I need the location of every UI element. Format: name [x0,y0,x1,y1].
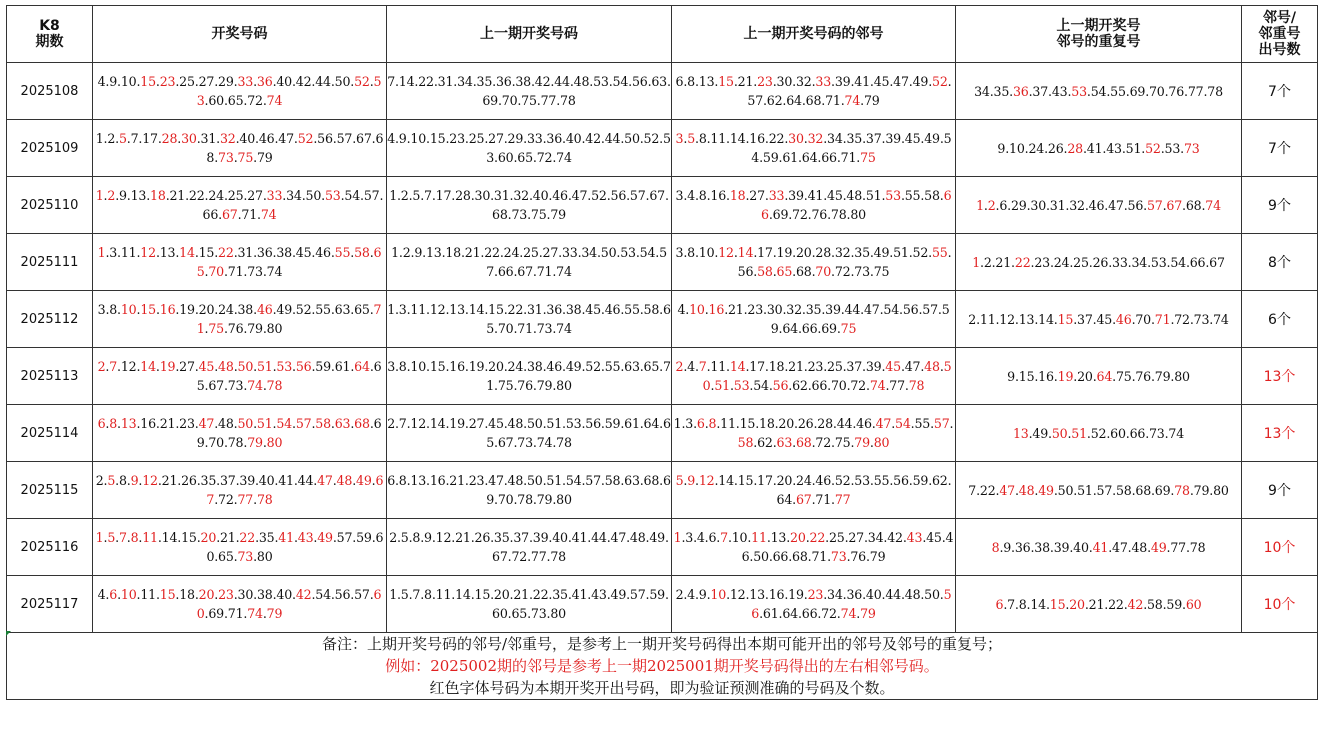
header-count[interactable] [1242,6,1318,63]
prev-repeat-cell[interactable]: 2.11.12.13.14.15.37.45.46.70.71.72.73.74 [956,291,1242,348]
hit-number: 2 [107,188,116,203]
prev-repeat-cell[interactable]: 8.9.36.38.39.40.41.47.48.49.77.78 [956,519,1242,576]
hit-number: 18 [150,188,166,203]
hit-number: 48 [924,359,940,374]
hit-number: 46 [1115,311,1132,327]
hit-number: 20 [790,530,806,545]
results-table [6,5,1318,700]
hit-number: 22 [1014,254,1031,270]
hit-number: 20 [200,530,217,545]
hit-number: 33 [768,188,785,203]
hit-number: 50 [237,359,254,374]
hit-number: 53 [324,188,341,203]
hit-number: 15 [159,587,176,602]
hit-number: 58 [737,435,754,450]
hit-number: 1 [97,245,106,260]
hit-number: 6 [97,416,106,431]
prev-neighbors-cell[interactable]: 5.9.12.14.15.17.20.24.46.52.53.55.56.59.62.64.67.71.77 [672,462,956,519]
hit-number: 65 [776,264,793,279]
hit-number: 48 [218,359,234,374]
count-cell-value: 10个 [1263,597,1296,613]
count-cell-value: 7个 [1268,84,1291,100]
hit-number: 53 [885,188,901,203]
hit-number: 41 [1092,539,1109,555]
hit-number: 74 [869,378,886,393]
table-row [7,348,1318,405]
hit-number: 67 [795,492,812,507]
hit-number: 10 [120,302,137,317]
table-row [7,291,1318,348]
prev-repeat-cell[interactable]: 1.2.6.29.30.31.32.46.47.56.57.67.68.74 [956,177,1242,234]
hit-number: 64 [1096,368,1113,384]
draw-cell[interactable]: 1.5.7.8.11.14.15.20.21.22.35.41.43.49.57.59.60.65.73.80 [93,519,387,576]
prev-repeat-cell[interactable]: 9.15.16.19.20.64.75.76.79.80 [956,348,1242,405]
prev-repeat-cell[interactable]: 6.7.8.14.15.20.21.22.42.58.59.60 [956,576,1242,633]
hit-number: 55 [931,245,948,260]
prev-draw-cell[interactable]: 1.5.7.8.11.14.15.20.21.22.35.41.43.49.57.59.60.65.73.80 [387,576,672,633]
prev-repeat-cell[interactable]: 13.49.50.51.52.60.66.73.74 [956,405,1242,462]
count-cell[interactable] [1242,120,1318,177]
hit-number: 67 [1166,197,1183,213]
hit-number: 12 [698,473,715,488]
hit-number: 43 [297,530,314,545]
hit-number: 48 [1018,482,1035,498]
header-prev-neighbors[interactable] [672,6,956,63]
draw-cell[interactable]: 1.2.5.7.17.28.30.31.32.40.46.47.52.56.57.67.68.73.75.79 [93,120,387,177]
notes-cell[interactable] [7,633,1318,700]
period-cell[interactable] [7,462,93,519]
prev-repeat-cell[interactable]: 34.35.36.37.43.53.54.55.69.70.76.77.78 [956,63,1242,120]
hit-number: 45 [198,359,215,374]
hit-number: 32 [807,131,824,146]
hit-number: 7 [109,359,118,374]
draw-cell[interactable]: 4.6.10.11.15.18.20.23.30.38.40.42.54.56.57.60.69.71.74.79 [93,576,387,633]
hit-number: 67 [221,207,238,222]
hit-number: 48 [336,473,353,488]
draw-cell[interactable]: 3.8.10.15.16.19.20.24.38.46.49.52.55.63.65.71.75.76.79.80 [93,291,387,348]
hit-number: 36 [1012,83,1029,99]
period-cell-value: 2025109 [20,140,79,156]
table-body [7,63,1318,633]
draw-cell[interactable]: 1.3.11.12.13.14.15.22.31.36.38.45.46.55.58.65.70.71.73.74 [93,234,387,291]
count-cell[interactable] [1242,234,1318,291]
hit-number: 49 [317,530,333,545]
hit-number: 74 [1205,197,1221,213]
period-cell-value: 2025114 [20,425,79,441]
hit-number: 5 [687,131,696,146]
prev-draw-cell[interactable]: 1.3.11.12.13.14.15.22.31.36.38.45.46.55.58.65.70.71.73.74 [387,291,672,348]
hit-number: 63 [776,435,793,450]
table-row [7,405,1318,462]
hit-number: 22 [239,530,256,545]
hit-number: 5 [118,131,127,146]
hit-number: 52 [354,74,370,89]
hit-number: 58 [354,245,370,260]
hit-number: 80 [873,435,890,450]
hit-number: 7 [720,530,728,545]
hit-number: 67 [206,473,384,507]
hit-number: 15 [1049,596,1066,612]
hit-number: 78 [1174,482,1190,498]
table-row [7,234,1318,291]
hit-number: 77 [237,492,254,507]
hit-number: 14 [729,359,746,374]
hit-number: 42 [295,587,312,602]
table-row [7,177,1318,234]
prev-neighbors-cell[interactable]: 2.4.7.11.14.17.18.21.23.25.37.39.45.47.48.50.51.53.54.56.62.66.70.72.74.77.78 [672,348,956,405]
period-cell-value: 2025108 [20,83,79,99]
hit-number: 47 [317,473,333,488]
hit-number: 23 [218,587,234,602]
hit-number: 10 [710,587,727,602]
prev-draw-cell[interactable]: 7.14.22.31.34.35.36.38.42.44.48.53.54.56.63.69.70.75.77.78 [387,63,672,120]
count-cell-value: 8个 [1268,255,1291,271]
hit-number: 28 [1067,140,1083,156]
header-count-label: 邻号/ 邻重号 出号数 [1258,10,1301,58]
draw-cell[interactable]: 2.5.8.9.12.21.26.35.37.39.40.41.44.47.48.49.67.72.77.78 [93,462,387,519]
hit-number: 6 [109,587,118,602]
period-cell-value: 2025112 [20,311,79,327]
hit-number: 3 [675,131,684,146]
period-cell-value: 2025113 [20,368,79,384]
hit-number: 51 [256,416,273,431]
hit-number: 63 [334,416,351,431]
hit-number: 74 [247,378,263,393]
cell-comment-marker [6,631,11,636]
count-cell[interactable] [1242,63,1318,120]
hit-number: 23 [159,74,176,89]
hit-number: 51 [1071,425,1087,441]
hit-number: 49 [356,473,372,488]
header-prev-draw[interactable] [387,6,672,63]
hit-number: 32 [219,131,236,146]
hit-number: 68 [354,416,370,431]
period-cell[interactable] [7,348,93,405]
hit-number: 52 [932,74,948,89]
count-cell[interactable] [1242,291,1318,348]
hit-number: 6 [696,416,705,431]
count-cell-value: 7个 [1268,141,1291,157]
prev-draw-cell[interactable]: 3.8.10.15.16.19.20.24.38.46.49.52.55.63.65.71.75.76.79.80 [387,348,672,405]
prev-draw-cell[interactable]: 4.9.10.15.23.25.27.29.33.36.40.42.44.50.52.53.60.65.72.74 [387,120,672,177]
hit-number: 1 [976,197,984,213]
hit-number: 12 [142,473,158,488]
hit-number: 15 [1057,311,1074,327]
hit-number: 74 [844,93,861,108]
hit-number: 47 [198,416,215,431]
draw-cell[interactable]: 2.7.12.14.19.27.45.48.50.51.53.56.59.61.64.65.67.73.74.78 [93,348,387,405]
hit-number: 53 [733,378,750,393]
header-prev-repeat-label: 上一期开奖号 邻号的重复号 [1056,18,1141,50]
hit-number: 14 [179,245,195,260]
table-row [7,519,1318,576]
hit-number: 52 [297,131,314,146]
draw-cell[interactable]: 4.9.10.15.23.25.27.29.33.36.40.42.44.50.52.53.60.65.72.74 [93,63,387,120]
period-cell-value: 2025110 [20,197,79,213]
hit-number: 50 [1051,425,1068,441]
hit-number: 54 [895,416,911,431]
hit-number: 73 [1183,140,1200,156]
hit-number: 55 [334,245,351,260]
count-cell[interactable] [1242,348,1318,405]
prev-neighbors-cell[interactable]: 3.4.8.16.18.27.33.39.41.45.48.51.53.55.58.66.69.72.76.78.80 [672,177,956,234]
table-row [7,462,1318,519]
hit-number: 64 [354,359,370,374]
hit-number: 15 [718,74,734,89]
note-line-2: 例如：2025002期的邻号是参考上一期2025001期开奖号码得出的左右相邻号码。 [385,657,939,675]
hit-number: 56 [295,359,312,374]
hit-number: 6 [995,596,1004,612]
hit-number: 77 [834,492,851,507]
hit-number: 42 [1127,596,1144,612]
hit-number: 49 [1150,539,1167,555]
prev-neighbors-cell[interactable]: 2.4.9.10.12.13.16.19.23.34.36.40.44.48.50.56.61.64.66.72.74.79 [672,576,956,633]
hit-number: 30 [181,131,197,146]
hit-number: 78 [256,492,273,507]
hit-number: 14 [737,245,754,260]
hit-number: 36 [256,74,273,89]
table-row [7,576,1318,633]
period-cell[interactable] [7,63,93,120]
hit-number: 57 [933,416,950,431]
prev-neighbors-cell[interactable]: 1.3.4.6.7.10.11.13.20.22.25.27.34.42.43.45.46.50.66.68.71.73.76.79 [672,519,956,576]
hit-number: 79 [854,435,870,450]
hit-number: 66 [761,188,952,222]
hit-number: 54 [276,416,292,431]
hit-number: 23 [757,74,773,89]
header-prev-neighbors-label: 上一期开奖号码的邻号 [743,26,884,42]
period-cell-value: 2025115 [20,482,79,498]
hit-number: 46 [256,302,273,317]
prev-repeat-cell[interactable]: 7.22.47.48.49.50.51.57.58.68.69.78.79.80 [956,462,1242,519]
hit-number: 5 [107,530,116,545]
hit-number: 70 [208,264,224,279]
hit-number: 47 [875,416,892,431]
prev-neighbors-cell[interactable]: 6.8.13.15.21.23.30.32.33.39.41.45.47.49.52.57.62.64.68.71.74.79 [672,63,956,120]
prev-neighbors-cell[interactable]: 1.3.6.8.11.15.18.20.26.28.44.46.47.54.55.57.58.62.63.68.72.75.79.80 [672,405,956,462]
hit-number: 5 [675,473,684,488]
hit-number: 51 [256,359,273,374]
hit-number: 12 [718,245,734,260]
hit-number: 75 [237,150,254,165]
hit-number: 8 [130,530,139,545]
hit-number: 74 [247,606,263,621]
count-cell[interactable] [1242,519,1318,576]
count-cell-value: 6个 [1268,312,1291,328]
hit-number: 15 [140,302,156,317]
note-line-3: 红色字体号码为本期开奖开出号码，即为验证预测准确的号码及个数。 [429,679,895,697]
notes-row [7,633,1318,700]
hit-number: 75 [208,321,224,336]
hit-number: 41 [278,530,294,545]
hit-number: 9 [130,473,139,488]
hit-number: 53 [196,74,382,108]
hit-number: 70 [815,264,832,279]
header-prev-draw-label: 上一期开奖号码 [480,26,578,42]
hit-number: 30 [788,131,804,146]
hit-number: 74 [266,93,283,108]
hit-number: 75 [840,321,857,336]
prev-repeat-cell[interactable]: 1.2.21.22.23.24.25.26.33.34.53.54.66.67 [956,234,1242,291]
period-cell-value: 2025116 [20,539,79,555]
hit-number: 13 [120,416,137,431]
hit-number: 56 [751,587,952,621]
hit-number: 78 [908,378,925,393]
hit-number: 65 [196,245,382,279]
period-cell[interactable] [7,234,93,291]
hit-number: 73 [237,549,254,564]
hit-number: 11 [751,530,767,545]
hit-number: 74 [260,207,277,222]
hit-number: 1 [95,530,104,545]
hit-number: 8 [991,539,1000,555]
hit-number: 2 [97,359,106,374]
hit-number: 9 [687,473,696,488]
hit-number: 2 [675,359,684,374]
hit-number: 43 [906,530,923,545]
hit-number: 19 [159,359,176,374]
hit-number: 1 [95,188,104,203]
period-cell[interactable] [7,405,93,462]
hit-number: 33 [266,188,283,203]
period-cell-value: 2025117 [20,596,79,612]
hit-number: 58 [315,416,331,431]
hit-number: 33 [815,74,832,89]
count-cell[interactable] [1242,462,1318,519]
hit-number: 79 [266,606,283,621]
header-prev-repeat[interactable] [956,6,1242,63]
hit-number: 10 [689,302,705,317]
prev-draw-cell[interactable]: 6.8.13.16.21.23.47.48.50.51.54.57.58.63.68.69.70.78.79.80 [387,462,672,519]
header-period[interactable] [7,6,93,63]
period-cell[interactable] [7,291,93,348]
table-row [7,63,1318,120]
hit-number: 79 [860,606,876,621]
hit-number: 75 [860,150,876,165]
hit-number: 53 [1071,83,1087,99]
prev-draw-cell[interactable]: 1.2.9.13.18.21.22.24.25.27.33.34.50.53.54.57.66.67.71.74 [387,234,672,291]
hit-number: 2 [987,197,996,213]
note-line-1: 备注：上期开奖号码的邻号/邻重号，是参考上一期开奖号码得出本期可能开出的邻号及邻号的重复号； [321,635,1003,653]
hit-number: 73 [218,150,234,165]
hit-number: 14 [140,359,156,374]
hit-number: 11 [142,530,158,545]
hit-number: 20 [1069,596,1085,612]
hit-number: 80 [266,435,283,450]
hit-number: 1 [972,254,981,270]
hit-number: 53 [276,359,293,374]
hit-number: 47 [999,482,1015,498]
hit-number: 45 [885,359,901,374]
hit-number: 7 [118,530,127,545]
hit-number: 18 [729,188,746,203]
header-draw-label: 开奖号码 [211,26,268,42]
hit-number: 50 [237,416,254,431]
hit-number: 74 [840,606,857,621]
prev-neighbors-cell[interactable]: 3.8.10.12.14.17.19.20.28.32.35.49.51.52.55.56.58.65.68.70.72.73.75 [672,234,956,291]
header-draw[interactable] [93,6,387,63]
prev-draw-cell[interactable]: 2.5.8.9.12.21.26.35.37.39.40.41.44.47.48.49.67.72.77.78 [387,519,672,576]
hit-number: 19 [1057,368,1074,384]
hit-number: 10 [120,587,137,602]
hit-number: 8 [708,416,717,431]
hit-number: 7 [698,359,707,374]
hit-number: 23 [807,587,824,602]
count-cell[interactable] [1242,177,1318,234]
hit-number: 15 [140,74,156,89]
hit-number: 49 [1038,482,1054,498]
hit-number: 28 [161,131,178,146]
header-period-label: K8 期数 [35,18,64,50]
prev-neighbors-cell[interactable]: 4.10.16.21.23.30.32.35.39.44.47.54.56.57.59.64.66.69.75 [672,291,956,348]
hit-number: 33 [237,74,254,89]
period-cell[interactable] [7,177,93,234]
hit-number: 78 [266,378,283,393]
count-cell-value: 9个 [1268,198,1291,214]
hit-number: 22 [809,530,826,545]
prev-draw-cell[interactable]: 1.2.5.7.17.28.30.31.32.40.46.47.52.56.57.67.68.73.75.79 [387,177,672,234]
draw-cell[interactable]: 6.8.13.16.21.23.47.48.50.51.54.57.58.63.68.69.70.78.79.80 [93,405,387,462]
hit-number: 52 [1145,140,1161,156]
period-cell-value: 2025111 [20,254,79,270]
count-cell-value: 13个 [1263,426,1296,442]
table-row [7,120,1318,177]
count-cell-value: 13个 [1263,369,1296,385]
hit-number: 60 [196,587,382,621]
hit-number: 16 [159,302,176,317]
hit-number: 8 [109,416,118,431]
hit-number: 16 [708,302,725,317]
hit-number: 1 [673,530,682,545]
prev-neighbors-cell[interactable]: 3.5.8.11.14.16.22.30.32.34.35.37.39.45.49.54.59.61.64.66.71.75 [672,120,956,177]
hit-number: 51 [714,378,730,393]
hit-number: 50 [702,359,952,393]
count-cell-value: 9个 [1268,483,1291,499]
hit-number: 79 [247,435,263,450]
hit-number: 22 [218,245,234,260]
hit-number: 5 [107,473,116,488]
hit-number: 56 [772,378,789,393]
hit-number: 71 [1154,311,1171,327]
hit-number: 58 [757,264,773,279]
header-row [7,6,1318,63]
hit-number: 71 [196,302,382,336]
prev-draw-cell[interactable]: 2.7.12.14.19.27.45.48.50.51.53.56.59.61.64.65.67.73.74.78 [387,405,672,462]
hit-number: 57 [1146,197,1163,213]
count-cell[interactable] [1242,576,1318,633]
prev-repeat-cell[interactable]: 9.10.24.26.28.41.43.51.52.53.73 [956,120,1242,177]
count-cell-value: 10个 [1263,540,1296,556]
count-cell[interactable] [1242,405,1318,462]
hit-number: 60 [1185,596,1202,612]
period-cell[interactable] [7,576,93,633]
hit-number: 68 [795,435,812,450]
period-cell[interactable] [7,120,93,177]
hit-number: 12 [140,245,156,260]
draw-cell[interactable]: 1.2.9.13.18.21.22.24.25.27.33.34.50.53.54.57.66.67.71.74 [93,177,387,234]
hit-number: 73 [830,549,847,564]
hit-number: 57 [295,416,312,431]
period-cell[interactable] [7,519,93,576]
hit-number: 13 [1012,425,1029,441]
hit-number: 20 [198,587,215,602]
